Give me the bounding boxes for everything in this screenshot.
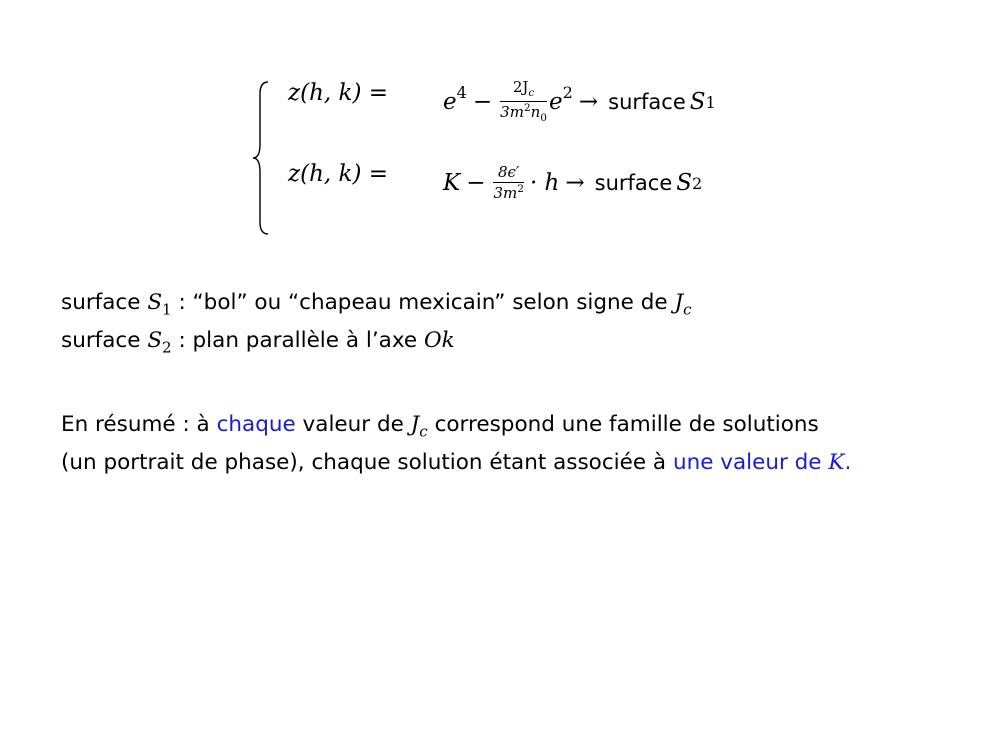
summary-line-1: En résumé : à chaque valeur de $J_c$ correspond une famille de solutions [61,412,819,441]
fraction-2jc: $\frac{2J_c}{3m^2n_0}$ [500,78,547,124]
left-brace [252,80,272,236]
arrow-icon: → [578,89,599,115]
surface-s1-description: surface $S_1$ : “bol” ou “chapeau mexicain” selon signe de $J_c$ [61,290,692,319]
surface-s2-description: surface $S_2$ : plan parallèle à l’axe Ok [61,328,455,357]
highlight-chaque: chaque [216,412,296,437]
highlight-une-valeur: une valeur de K. [672,450,852,475]
arrow-icon: → [565,170,585,196]
equation-2-rhs: K − $\frac{8\epsilon'}{3m^2}$ · h → surface S 2 [443,162,703,202]
equation-1-lhs: z(h, k) = [288,80,389,106]
equation-1-rhs: e $^4$ − $\frac{2J_c}{3m^2n_0}$ e $^2$ → surface S 1 [443,78,716,124]
summary-line-2: (un portrait de phase), chaque solution étant associée à une valeur de K. [61,450,852,475]
equation-2-lhs: z(h, k) = [288,161,389,187]
fraction-8eps: $\frac{8\epsilon'}{3m^2}$ [493,162,524,202]
